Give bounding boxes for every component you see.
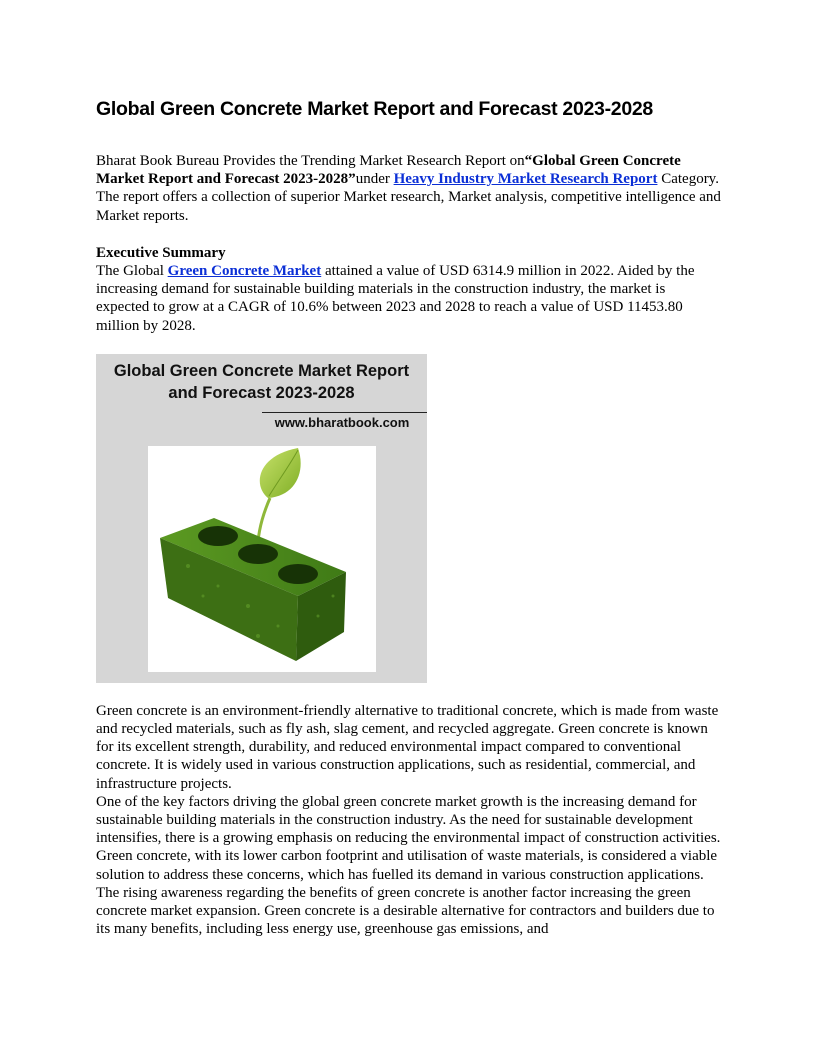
exec-text: The Global <box>96 263 168 280</box>
cover-title-line2: and Forecast 2023-2028 <box>168 383 355 402</box>
exec-text-end: attained a value of USD 6314.9 million in 2022. Aided by the increasing demand for sustainable building materials in the construction industry, the market is expected to grow at a CAGR of 10.6% between 2023 and 2028 to reach a value of USD 11453.80 million by 2028. <box>96 263 695 334</box>
intro-text-end: Category. The report offers a collection of superior Market research, Market analysis, competitive intelligence and Market reports. <box>96 171 721 224</box>
cover-title-line1: Global Green Concrete Market Report <box>113 361 410 380</box>
page-title: Global Green Concrete Market Report and Forecast 2023-2028 <box>96 98 653 120</box>
intro-paragraph <box>96 152 722 225</box>
report-title: “Global Green Concrete Market Report and Forecast 2023-2028” <box>96 153 681 188</box>
green-concrete-market-link[interactable]: Green Concrete Market <box>167 263 322 280</box>
body-paragraph: One of the key factors driving the global green concrete market growth is the increasing demand for sustainable building materials in the construction industry. As the need for sustainable development intensifies, there is a growing emphasis on reducing the environmental impact of construction activities. Green concrete, with its lower carbon footprint and utilisation of waste materials, is considered a viable solution to address these concerns, which has fuelled its demand in various construction applications. <box>96 793 721 883</box>
document-page <box>96 96 722 938</box>
executive-summary-heading: Executive Summary <box>96 244 226 261</box>
report-cover-image <box>96 354 427 683</box>
cover-url: www.bharatbook.com <box>274 414 410 430</box>
body-paragraph: The rising awareness regarding the benefits of green concrete is another factor increasing the green concrete market expansion. Green concrete is a desirable alternative for contractors and builders due to its many benefits, including less energy use, greenhouse gas emissions, and <box>96 884 715 938</box>
cover-title <box>96 360 427 404</box>
body-paragraph: Green concrete is an environment-friendly alternative to traditional concrete, which is made from waste and recycled materials, such as fly ash, slag cement, and recycled aggregate. Green concrete is known for its excellent strength, durability, and reduced environmental impact compared to conventional concrete. It is widely used in various construction applications, such as residential, commercial, and infrastructure projects. <box>96 702 719 792</box>
intro-text-mid: under <box>355 171 394 188</box>
cover-divider <box>262 412 427 414</box>
intro-text: Bharat Book Bureau Provides the Trending Market Research Report on <box>96 153 525 169</box>
executive-summary <box>96 244 722 335</box>
category-link[interactable]: Heavy Industry Market Research Report <box>393 171 658 188</box>
body-text <box>96 702 722 939</box>
green-brick-sprout-icon <box>148 446 376 672</box>
